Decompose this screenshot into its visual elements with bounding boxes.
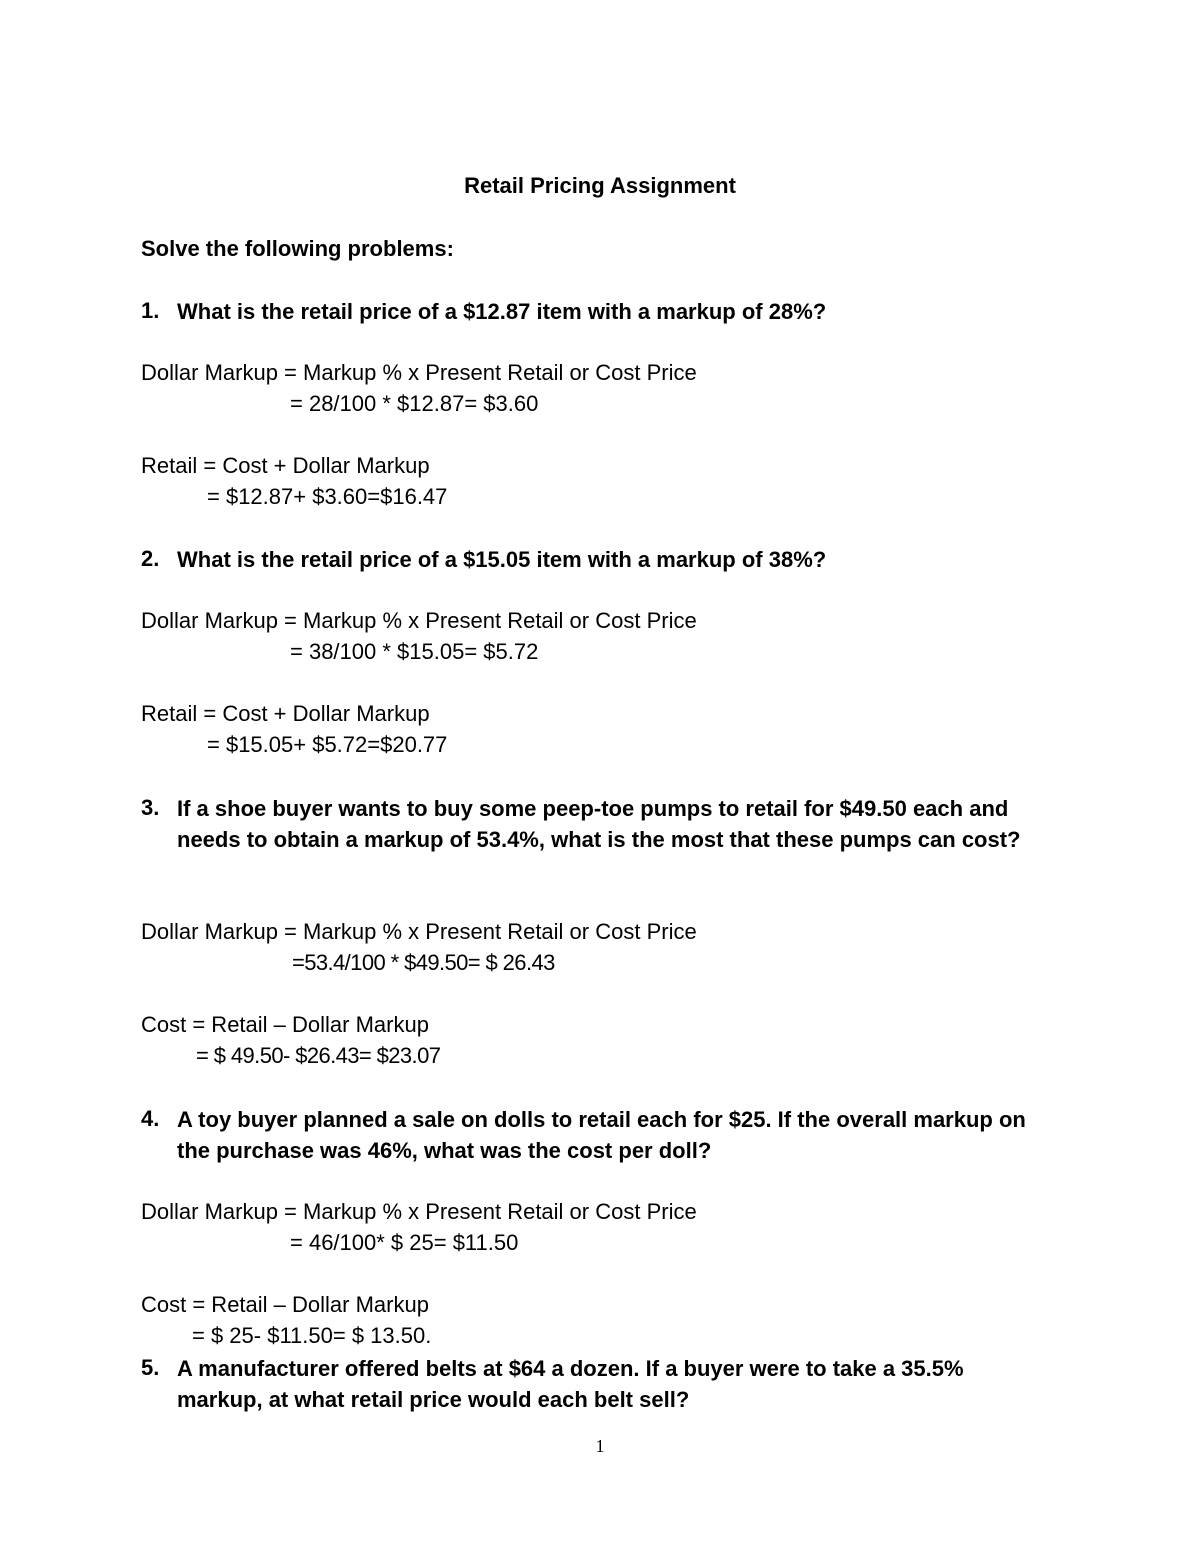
problem-4-result-calc: = $ 25- $11.50= $ 13.50. [192, 1323, 432, 1348]
problem-2-result-formula: Retail = Cost + Dollar Markup [141, 701, 430, 726]
problem-2-markup-formula: Dollar Markup = Markup % x Present Retail or Cost Price [141, 608, 697, 633]
problem-4-question: A toy buyer planned a sale on dolls to retail each for $25. If the overall markup on the purchase was 46%, what was the cost per doll? [177, 1107, 1026, 1163]
problem-1-markup-formula: Dollar Markup = Markup % x Present Retail or Cost Price [141, 360, 697, 385]
problem-1-result-calc: = $12.87+ $3.60=$16.47 [207, 484, 448, 509]
problem-3-markup-formula: Dollar Markup = Markup % x Present Retail or Cost Price [141, 919, 697, 944]
problem-1-question: What is the retail price of a $12.87 item with a markup of 28%? [177, 299, 827, 324]
problem-5-number: 5. [141, 1355, 160, 1380]
problem-3-question: If a shoe buyer wants to buy some peep-toe pumps to retail for $49.50 each and needs to obtain a markup of 53.4%, what is the most that these pumps can cost? [177, 796, 1021, 852]
problem-2-result-calc: = $15.05+ $5.72=$20.77 [207, 732, 448, 757]
problem-4-markup-formula: Dollar Markup = Markup % x Present Retail or Cost Price [141, 1199, 697, 1224]
problem-4-markup-calc: = 46/100* $ 25= $11.50 [290, 1230, 519, 1255]
problem-4-number: 4. [141, 1106, 160, 1131]
page-number: 1 [595, 1436, 605, 1456]
problem-3-markup-calc: =53.4/100 * $49.50= $ 26.43 [292, 950, 555, 975]
intro-text: Solve the following problems: [141, 236, 454, 261]
problem-1-number: 1. [141, 298, 160, 323]
problem-3-number: 3. [141, 795, 160, 820]
page-title: Retail Pricing Assignment [464, 173, 736, 198]
problem-3-result-calc: = $ 49.50- $26.43= $23.07 [196, 1043, 441, 1068]
problem-2-markup-calc: = 38/100 * $15.05= $5.72 [290, 639, 539, 664]
problem-1-result-formula: Retail = Cost + Dollar Markup [141, 453, 430, 478]
problem-4-result-formula: Cost = Retail – Dollar Markup [141, 1292, 429, 1317]
problem-2-question: What is the retail price of a $15.05 item with a markup of 38%? [177, 547, 827, 572]
problem-5-question: A manufacturer offered belts at $64 a dozen. If a buyer were to take a 35.5% markup, at what retail price would each belt sell? [177, 1356, 964, 1412]
problem-1-markup-calc: = 28/100 * $12.87= $3.60 [290, 391, 539, 416]
problem-2-number: 2. [141, 546, 160, 571]
problem-3-result-formula: Cost = Retail – Dollar Markup [141, 1012, 429, 1037]
